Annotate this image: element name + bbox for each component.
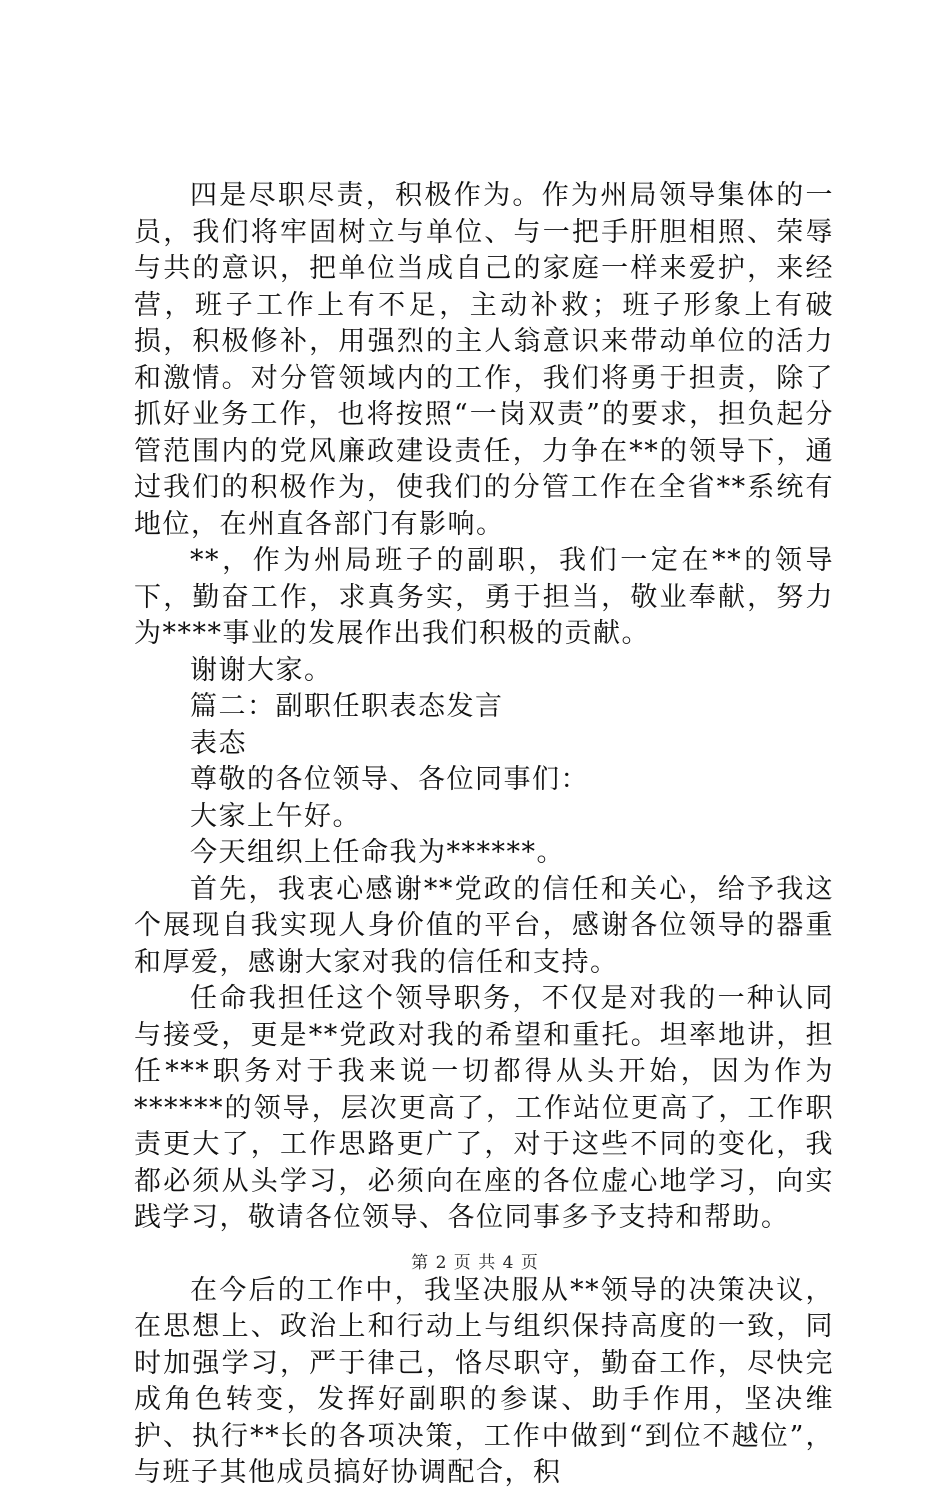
document-body [134, 178, 834, 1492]
speech-title: 表态 [190, 727, 247, 759]
paragraph-appointment: 今天组织上任命我为******。 [190, 837, 565, 868]
paragraph-thanks: 谢谢大家。 [190, 654, 333, 686]
page-number-footer: 第 2 页 共 4 页 [411, 1253, 539, 1273]
salutation: 尊敬的各位领导、各位同事们： [190, 764, 589, 795]
paragraph-gratitude: 首先，我衷心感谢**党政的信任和关心，给予我这个展现自我实现人身价值的平台，感谢各位领导的器重和厚爱，感谢大家对我的信任和支持。 [134, 873, 834, 978]
paragraph-commitment: **，作为州局班子的副职，我们一定在**的领导下，勤奋工作，求真务实，勇于担当，敬业奉献，努力为****事业的发展作出我们积极的贡献。 [134, 545, 834, 649]
greeting: 大家上午好。 [190, 800, 361, 832]
paragraph-duty: 四是尽职尽责，积极作为。作为州局领导集体的一员，我们将牢固树立与单位、与一把手肝胆相照、荣辱与共的意识，把单位当成自己的家庭一样来爱护，来经营，班子工作上有不足，主动补救；班子形象上有破损，积极修补，用强烈的主人翁意识来带动单位的活力和激情。对分管领域内的工作，我们将勇于担责，除了抓好业务工作，也将按照“一岗双责”的要求，担负起分管范围内的党风廉政建设责任，力争在**的领导下，通过我们的积极作为，使我们的分管工作在全省**系统有地位，在州直各部门有影响。 [134, 180, 834, 540]
paragraph-learning: 任命我担任这个领导职务，不仅是对我的一种认同与接受，更是**党政对我的希望和重托。坦率地讲，担任***职务对于我来说一切都得从头开始，因为作为******的领导，层次更高了，工作站位更高了，工作职责更大了，工作思路更广了，对于这些不同的变化，我都必须从头学习，必须向在座的各位虚心地学习，向实践学习，敬请各位领导、各位同事多予支持和帮助。 [134, 983, 834, 1233]
section-title: 篇二：副职任职表态发言 [190, 691, 504, 722]
paragraph-future-work: 在今后的工作中，我坚决服从**领导的决策决议，在思想上、政治上和行动上与组织保持高度的一致，同时加强学习，严于律己，恪尽职守，勤奋工作，尽快完成角色转变，发挥好副职的参谋、助手作用，坚决维护、执行**长的各项决策，工作中做到“到位不越位”，与班子其他成员搞好协调配合，积 [134, 1274, 834, 1488]
